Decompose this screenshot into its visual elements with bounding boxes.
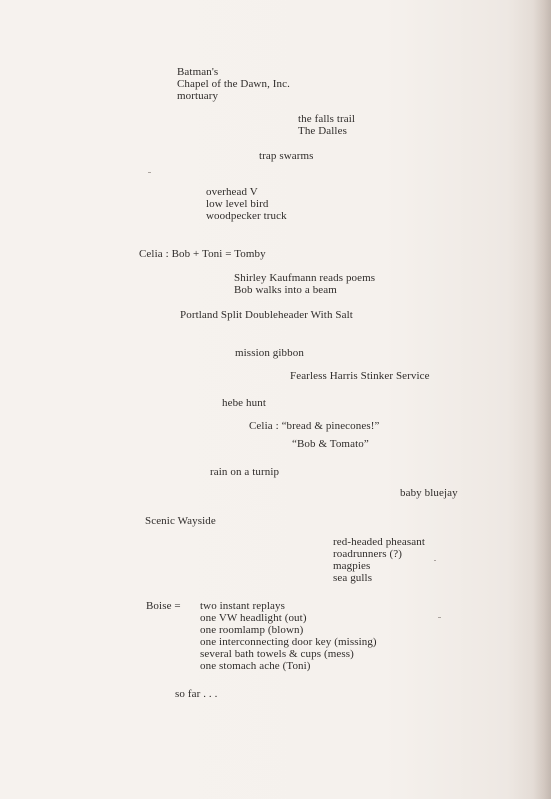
text-line: Bob walks into a beam <box>234 284 337 296</box>
text-line: magpies <box>333 560 371 572</box>
text-line-bob-tomato: “Bob & Tomato” <box>292 438 369 450</box>
stanza-birds-overhead <box>206 186 287 222</box>
text-line: The Dalles <box>298 125 347 137</box>
paper-speck <box>434 560 436 561</box>
text-line: mortuary <box>177 90 219 102</box>
text-line: sea gulls <box>333 572 373 584</box>
text-line: two instant replays <box>200 600 285 612</box>
text-line-hebe-hunt: hebe hunt <box>222 397 266 409</box>
stanza-boise-list <box>200 600 377 672</box>
text-line-scenic-wayside: Scenic Wayside <box>145 515 216 527</box>
text-line: low level bird <box>206 198 269 210</box>
text-line: one interconnecting door key (missing) <box>200 636 377 648</box>
text-line-fearless-harris: Fearless Harris Stinker Service <box>290 370 430 382</box>
text-line: one VW headlight (out) <box>200 612 307 624</box>
stanza-mortuary <box>177 66 290 102</box>
text-line-portland: Portland Split Doubleheader With Salt <box>180 309 353 321</box>
text-line: roadrunners (?) <box>333 548 402 560</box>
stanza-shirley <box>234 272 375 296</box>
text-line-baby-bluejay: baby bluejay <box>400 487 458 499</box>
text-line-rain-turnip: rain on a turnip <box>210 466 280 478</box>
text-line: one stomach ache (Toni) <box>200 660 311 672</box>
text-line-boise-label: Boise = <box>146 600 181 612</box>
text-line-celia-quote: Celia : “bread & pinecones!” <box>249 420 380 432</box>
text-line-mission-gibbon: mission gibbon <box>235 347 304 359</box>
stanza-bird-list <box>333 536 425 584</box>
text-line-trap-swarms: trap swarms <box>259 150 314 162</box>
text-line: one roomlamp (blown) <box>200 624 304 636</box>
text-line-celia-equation: Celia : Bob + Toni = Tomby <box>139 248 266 260</box>
text-line: several bath towels & cups (mess) <box>200 648 354 660</box>
text-line: overhead V <box>206 186 258 198</box>
text-line: Shirley Kaufmann reads poems <box>234 272 376 284</box>
text-line: woodpecker truck <box>206 210 287 222</box>
text-line: Batman's <box>177 66 219 78</box>
stanza-falls-trail <box>298 113 355 137</box>
text-line-so-far: so far . . . <box>175 688 218 700</box>
paper-speck <box>438 617 441 618</box>
text-line: the falls trail <box>298 113 356 125</box>
paper-speck <box>148 172 151 173</box>
text-line: red-headed pheasant <box>333 536 425 548</box>
text-line: Chapel of the Dawn, Inc. <box>177 78 290 90</box>
page-binding-shadow <box>533 0 551 799</box>
